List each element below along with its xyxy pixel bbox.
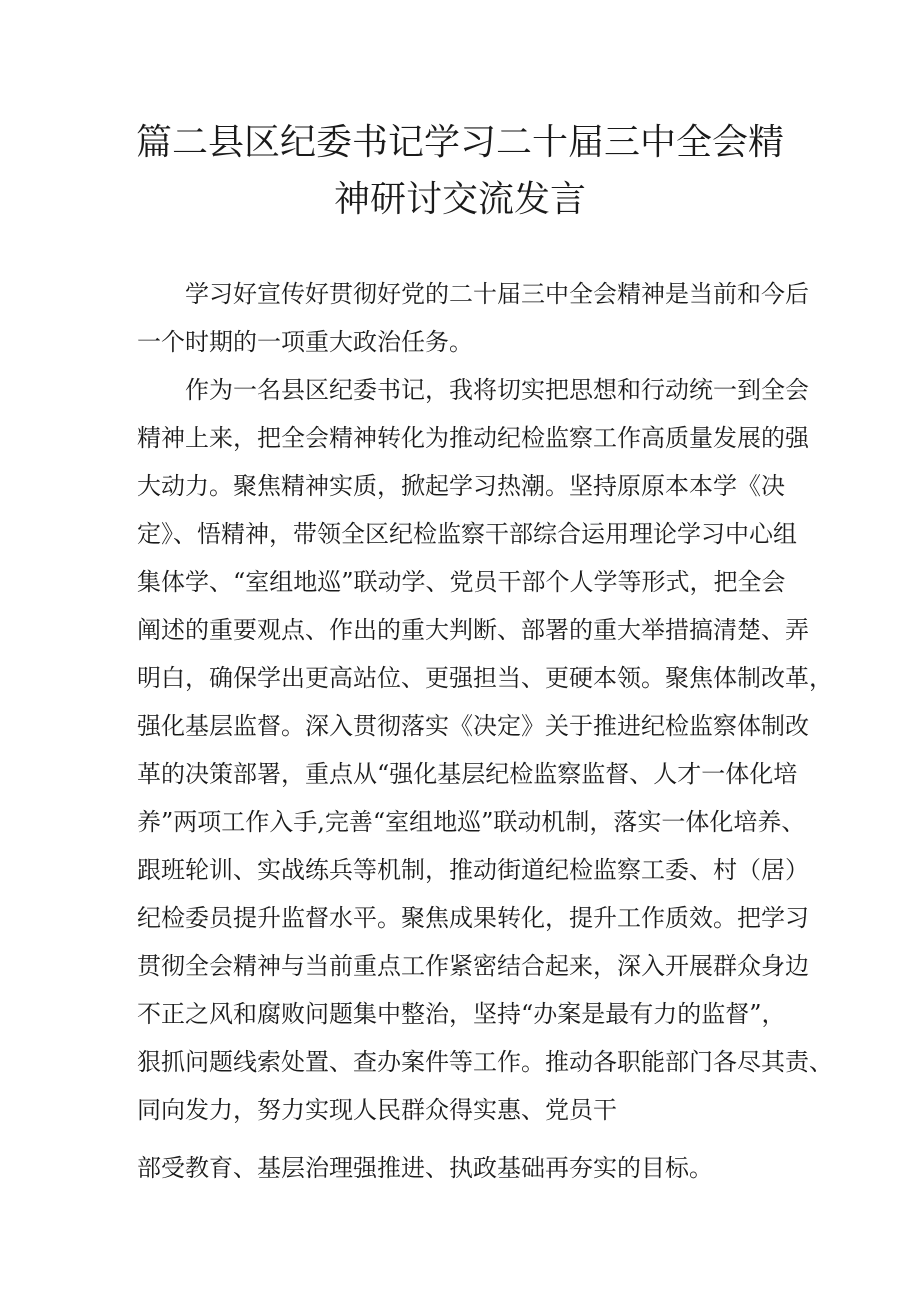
paragraph-2-line-11: 跟班轮训、实战练兵等机制，推动街道纪检监察工委、村（居）	[137, 856, 809, 884]
paragraph-2-line-1: 作为一名县区纪委书记，我将切实把思想和行动统一到全会	[185, 376, 809, 404]
paragraph-2-line-4: 定》、悟精神，带领全区纪检监察干部综合运用理论学习中心组	[137, 520, 797, 548]
paragraph-2-line-3: 大动力。聚焦精神实质，掀起学习热潮。坚持原原本本学《决	[137, 472, 785, 500]
paragraph-2-line-7: 明白，确保学出更高站位、更强担当、更硬本领。聚焦体制改革，	[137, 664, 833, 692]
paragraph-2-line-9: 革的决策部署，重点从“强化基层纪检监察监督、人才一体化培	[137, 760, 798, 788]
paragraph-2-line-16: 同向发力，努力实现人民群众得实惠、党员干	[137, 1096, 617, 1124]
paragraph-2-line-14: 不正之风和腐败问题集中整治，坚持“办案是最有力的监督”，	[137, 1000, 786, 1028]
paragraph-2-line-6: 阐述的重要观点、作出的重大判断、部署的重大举措搞清楚、弄	[137, 616, 809, 644]
paragraph-1-line-2: 一个时期的一项重大政治任务。	[137, 328, 473, 356]
paragraph-2-line-2: 精神上来，把全会精神转化为推动纪检监察工作高质量发展的强	[137, 424, 809, 452]
paragraph-1-line-1: 学习好宣传好贯彻好党的二十届三中全会精神是当前和今后	[185, 280, 809, 308]
paragraph-2-line-5: 集体学、“室组地巡”联动学、党员干部个人学等形式，把全会	[137, 568, 786, 596]
document-title-line-2: 神研讨交流发言	[333, 179, 586, 220]
paragraph-2-line-15: 狠抓问题线索处置、查办案件等工作。推动各职能部门各尽其责、	[137, 1048, 833, 1076]
document-title-line-1: 篇二县区纪委书记学习二十届三中全会精	[135, 122, 784, 163]
paragraph-2-line-17: 部受教育、基层治理强推进、执政基础再夯实的目标。	[137, 1154, 713, 1182]
paragraph-2-line-12: 纪检委员提升监督水平。聚焦成果转化，提升工作质效。把学习	[137, 904, 809, 932]
paragraph-2-line-8: 强化基层监督。深入贯彻落实《决定》关于推进纪检监察体制改	[137, 712, 809, 740]
paragraph-2-line-13: 贯彻全会精神与当前重点工作紧密结合起来，深入开展群众身边	[137, 952, 809, 980]
paragraph-2-line-10: 养”两项工作入手,完善“室组地巡”联动机制，落实一体化培养、	[137, 808, 806, 836]
